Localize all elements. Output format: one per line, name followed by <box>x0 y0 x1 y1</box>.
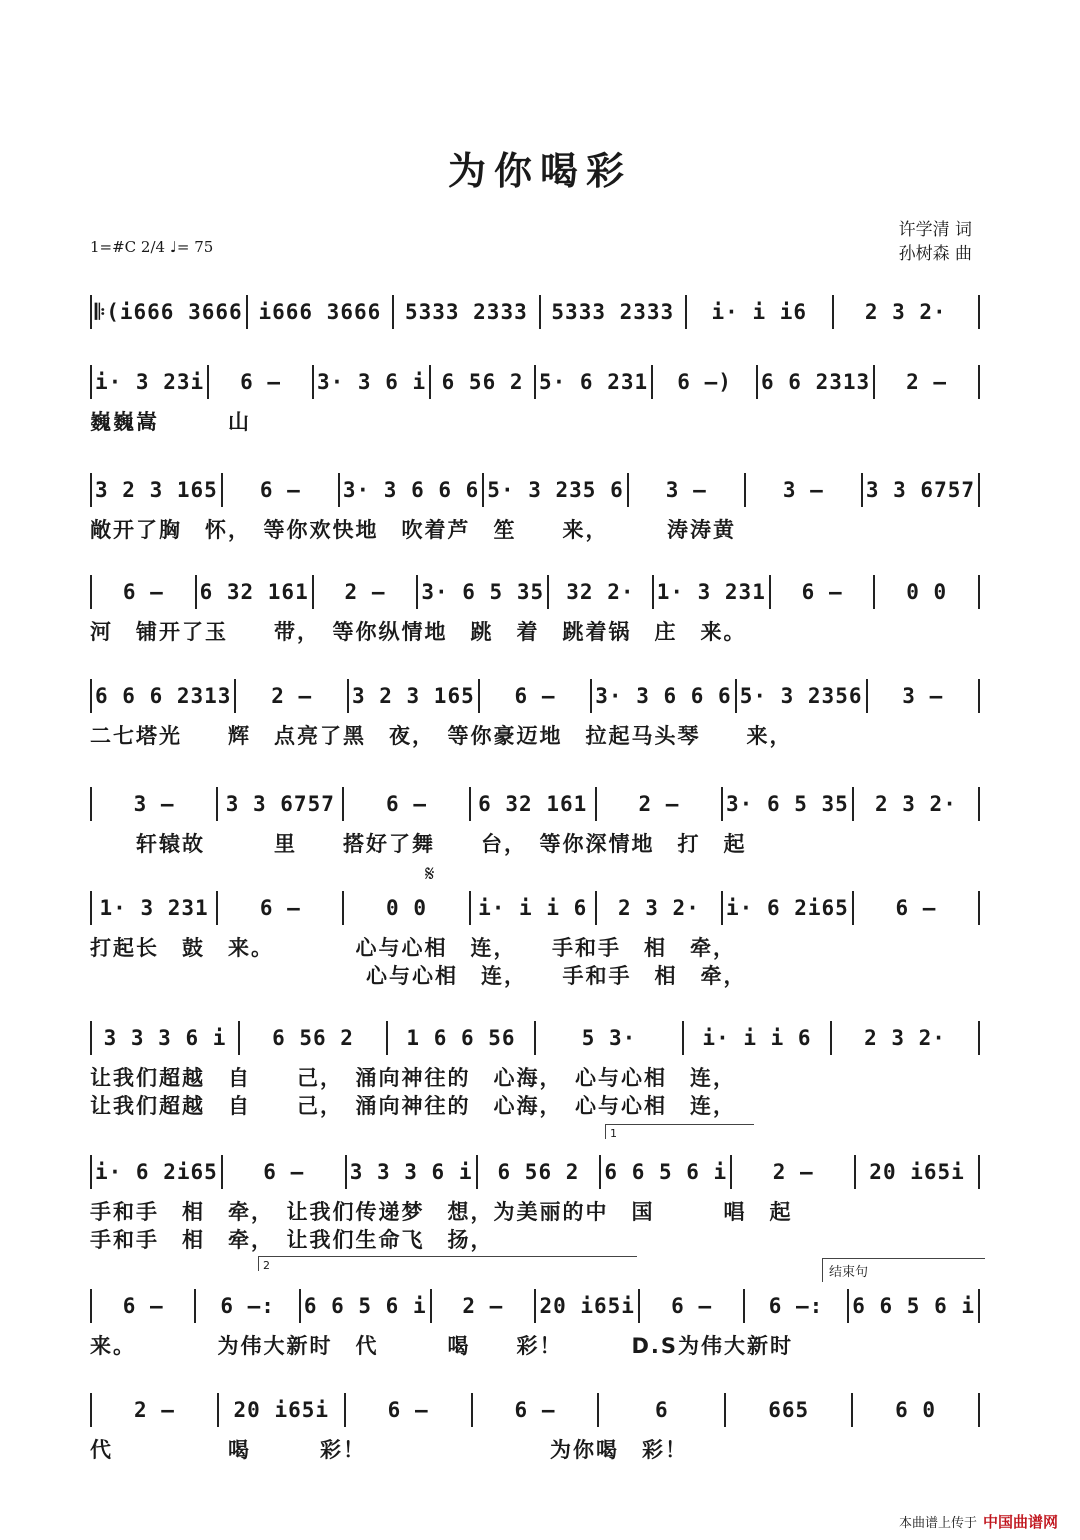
footer-text: 本曲谱上传于 <box>898 1516 977 1531</box>
key-signature: 1=#C 2/4 ♩= 75 <box>90 238 214 256</box>
measure: 6 <box>655 1398 669 1422</box>
credits <box>899 218 972 266</box>
measure: 2 — <box>271 684 313 708</box>
measure: 20 i65i <box>539 1294 635 1318</box>
lyric-l1: 河 铺开了玉 带， 等你纵情地 跳 着 跳着锅 庄 来。 <box>90 620 747 644</box>
measure: i666 3666 <box>258 300 382 324</box>
measure: 6 —: <box>220 1294 275 1318</box>
measure: 3· 6 5 35 <box>726 792 849 816</box>
lyric-l1: 打起长 鼓 来。 心与心相 连， 手和手 相 牵， <box>90 936 736 960</box>
measure: 2 — <box>906 370 948 394</box>
composer: 孙树森 曲 <box>898 244 972 264</box>
measure: 3 — <box>665 478 707 502</box>
measure: 2 — <box>344 580 386 604</box>
measure: 6 — <box>122 580 164 604</box>
measure: 6 — <box>240 370 282 394</box>
measure: 6 — <box>263 1160 305 1184</box>
footer-site: 中国曲谱网 <box>982 1513 1058 1531</box>
measure: 6 6 5 6 i <box>303 1294 427 1318</box>
lyric-l1: 手和手 相 牵， 让我们传递梦 想，为美丽的中 国 唱 起 <box>90 1200 793 1224</box>
measure: 6 — <box>514 1398 556 1422</box>
measure: 6 — <box>514 684 556 708</box>
measure: 1 6 6 56 <box>406 1026 516 1050</box>
song-title: 为你喝彩 <box>447 148 632 193</box>
measure: 6 — <box>387 1398 429 1422</box>
measure: 2 — <box>462 1294 504 1318</box>
lyric-l2: 让我们超越 自 己， 涌向神往的 心海， 心与心相 连， <box>90 1094 736 1118</box>
lyric-l1: 巍巍嵩 山 <box>90 410 251 434</box>
measure: i· i i 6 <box>702 1026 812 1050</box>
measure: i· 6 2i65 <box>726 896 849 920</box>
notes-row <box>90 572 980 612</box>
notes-row <box>90 784 980 824</box>
notes-row <box>90 470 980 510</box>
measure: 2 3 2· <box>874 792 957 816</box>
measure: 6 6 5 6 i <box>852 1294 976 1318</box>
notes-row <box>90 292 980 332</box>
measure: 1· 3 231 <box>656 580 766 604</box>
barline <box>978 787 980 821</box>
measure: 0 0 <box>386 896 427 920</box>
measure: 3· 6 5 35 <box>421 580 545 604</box>
measure: 20 i65i <box>233 1398 330 1422</box>
measure: i· 3 23i <box>95 370 205 394</box>
measure: 3 2 3 165 <box>351 684 475 708</box>
lyric-l2: 手和手 相 牵， 让我们生命飞 扬， <box>90 1228 494 1252</box>
barline <box>978 1021 980 1055</box>
measure: 5· 3 235 6 <box>487 478 624 502</box>
measure: 20 i65i <box>869 1160 965 1184</box>
measure: 2 — <box>772 1160 814 1184</box>
measure: 3 3 6757 <box>865 478 976 502</box>
measure: 6 — <box>671 1294 713 1318</box>
barline <box>978 1393 980 1427</box>
measure: 3 — <box>133 792 175 816</box>
lyric-l1: 二七塔光 辉 点亮了黑 夜， 等你豪迈地 拉起马头琴 来， <box>90 724 793 748</box>
measure: i· 6 2i65 <box>95 1160 218 1184</box>
measure: 3 3 6757 <box>225 792 335 816</box>
measure: 2 3 2· <box>864 1026 946 1050</box>
barline <box>978 1155 980 1189</box>
measure: 3 — <box>902 684 944 708</box>
barline <box>978 891 980 925</box>
lyric-l1: 来。 为伟大新时 代 喝 彩！ D.S为伟大新时 <box>90 1334 794 1358</box>
measure: 6 6 6 2313 <box>95 684 232 708</box>
volta-1: 1 <box>605 1124 754 1139</box>
measure: 2 — <box>638 792 680 816</box>
barline <box>978 295 980 329</box>
measure: 6 6 2313 <box>761 370 871 394</box>
measure: 6 0 <box>895 1398 937 1422</box>
barline <box>978 679 980 713</box>
lyric-l2: 心与心相 连， 手和手 相 牵， <box>90 964 747 988</box>
notes-row <box>90 676 980 716</box>
measure: 2 3 2· <box>864 300 947 324</box>
measure: 3· 3 6 i <box>317 370 427 394</box>
measure: 6 — <box>895 896 937 920</box>
notes-row <box>90 888 980 928</box>
measure: 6 — <box>259 896 301 920</box>
measure: 5333 2333 <box>404 300 528 324</box>
barline <box>978 1289 980 1323</box>
measure: 5333 2333 <box>551 300 675 324</box>
barline <box>978 473 980 507</box>
measure: 6 —) <box>677 370 732 394</box>
notes-row <box>90 1018 980 1058</box>
measure: 0 0 <box>906 580 948 604</box>
measure: 2 3 2· <box>617 896 700 920</box>
measure: 3· 3 6 6 6 <box>595 684 732 708</box>
footer <box>899 1511 1058 1532</box>
notes-row <box>90 1390 980 1430</box>
measure: 3 — <box>782 478 824 502</box>
measure: 6 —: <box>768 1294 824 1318</box>
measure: 6 56 2 <box>441 370 524 394</box>
measure: 3 2 3 165 <box>95 478 218 502</box>
measure: 5 3· <box>581 1026 637 1050</box>
measure: 6 — <box>801 580 843 604</box>
notes-row <box>90 362 980 402</box>
measure: 3 3 3 6 i <box>103 1026 227 1050</box>
measure: 3 3 3 6 i <box>349 1160 473 1184</box>
lyric-l1: 让我们超越 自 己， 涌向神往的 心海， 心与心相 连， <box>90 1066 736 1090</box>
measure: 5· 3 2356 <box>739 684 863 708</box>
lyric-l1: 敞开了胸 怀， 等你欢快地 吹着芦 笙 来， 涛涛黄 <box>90 518 736 542</box>
measure: 3· 3 6 6 6 <box>342 478 480 502</box>
lyricist: 许学清 词 <box>898 220 972 240</box>
measure: 32 2· <box>566 580 635 604</box>
barline <box>978 365 980 399</box>
measure: 6 — <box>386 792 427 816</box>
measure: 6 32 161 <box>199 580 309 604</box>
ending-label: 结束句 <box>822 1258 985 1282</box>
measure: 𝄆(i666 3666 <box>95 299 243 324</box>
measure: 5· 6 231 <box>539 370 649 394</box>
measure: 6 — <box>122 1294 164 1318</box>
measure: 2 — <box>133 1398 175 1422</box>
measure: 6 56 2 <box>497 1160 580 1184</box>
volta-2: 2 <box>258 1256 637 1271</box>
measure: 6 — <box>259 478 301 502</box>
lyric-l1: 代 喝 彩！ 为你喝 彩！ <box>90 1438 688 1462</box>
notes-row <box>90 1152 980 1192</box>
measure: 6 6 5 6 i <box>604 1160 728 1184</box>
measure: 1· 3 231 <box>99 896 209 920</box>
measure: 6 56 2 <box>272 1026 354 1050</box>
segno-sign: 𝄋 <box>425 862 435 887</box>
lyric-l1: 轩辕故 里 搭好了舞 台， 等你深情地 打 起 <box>90 832 747 856</box>
notes-row <box>90 1286 980 1326</box>
measure: i· i i6 <box>711 300 808 324</box>
measure: 6 32 161 <box>478 792 588 816</box>
measure: 665 <box>768 1398 810 1422</box>
barline <box>978 575 980 609</box>
measure: i· i i 6 <box>478 896 588 920</box>
